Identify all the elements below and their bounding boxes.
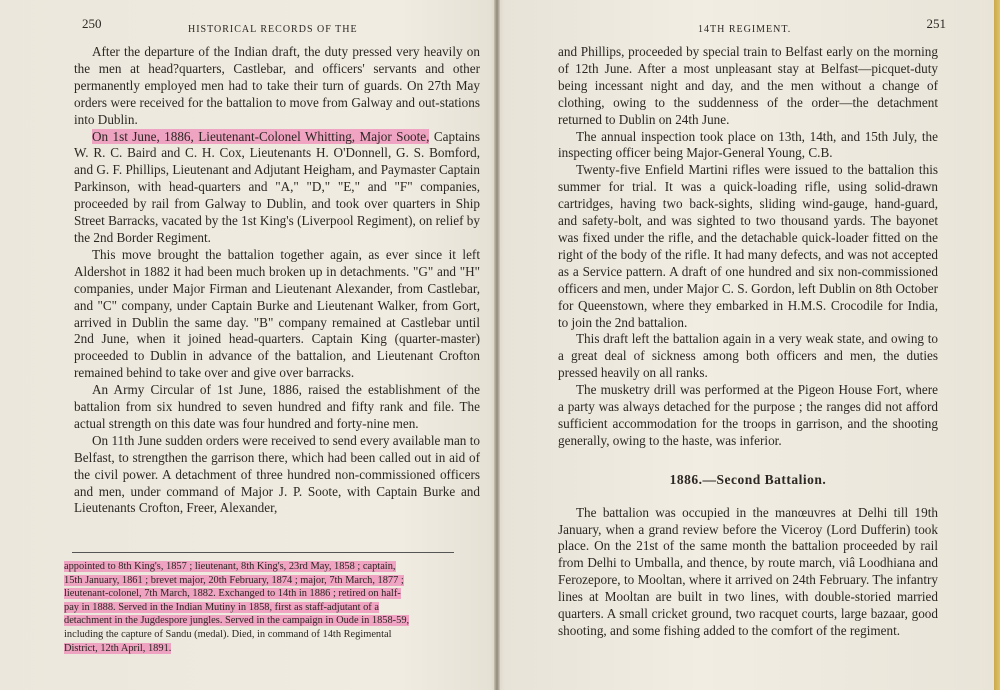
footnote [64,560,456,655]
right-page-header [558,16,946,36]
left-paragraph-2 [74,129,480,247]
footnote-line: including the capture of Sandu (medal). Died, in command of 14th Regimental [64,628,392,640]
left-page [60,0,481,690]
left-paragraph-4: An Army Circular of 1st June, 1886, raised the establishment of the battalion from six hundred to seven hundred and fifty rank and file. The actual strength on this date was four hundred and forty-nine men. [74,382,480,431]
right-page-body [558,44,938,640]
page-edge [994,0,1000,690]
right-paragraph-1: and Phillips, proceeded by special train to Belfast early on the morning of 12th June. After a most unpleasant stay at Belfast—picquet-duty being incessant night and day, and the men without a change of clothing, owing to the suddenness of the order—the detachment returned to Dublin on 24th June. [558,44,938,127]
right-paragraph-5: The musketry drill was performed at the Pigeon House Fort, where a party was always detached for the purpose ; the ranges did not afford sufficient accommodation for the troops in garrison, and the shooting generally, owing to the haste, was inferior. [558,382,938,448]
footnote-line: District, 12th April, 1891. [64,642,172,654]
highlighted-phrase: On 1st June, 1886, Lieutenant-Colonel Whitting, Major Soote, [92,128,430,144]
left-paragraph-1: After the departure of the Indian draft, the duty pressed very heavily on the men at head?quarters, Castlebar, and officers' servants and other permanently employed men had to take their turn of guards. On 27th May orders were received for the battalion to move from Galway and out-stations into Dublin. [74,44,480,127]
left-paragraph-3: This move brought the battalion together again, as ever since it left Aldershot in 1882 it had been much broken up in detachments. "G" and "H" companies, under Major Firman and Lieutenant Alexander, from Castlebar, and "C" company, under Captain Burke and Lieutenant Walker, from Gort, arrived in Dublin the same day. "B" company remained at Castlebar until 2nd June, when it joined head-quarters. Captain King (quarter-master) proceeded to Dublin in advance of the battalion, and Lieutenant Crofton remained behind to take over and give over barracks. [74,246,480,381]
left-page-header [60,16,460,36]
right-running-head: 14TH REGIMENT. [698,24,792,35]
left-page-body [74,44,480,517]
left-running-head: HISTORICAL RECORDS OF THE [188,24,358,35]
right-page [558,0,946,690]
book-gutter [494,0,500,690]
footnote-line: appointed to 8th King's, 1857 ; lieutenant, 8th King's, 23rd May, 1858 ; captain, [64,561,396,572]
footnote-line: detachment in the Jugdespore jungles. Served in the campaign in Oude in 1858-59, [64,615,410,627]
right-paragraph-2: The annual inspection took place on 13th, 14th, and 15th July, the inspecting officer being Major-General Young, C.B. [558,128,938,161]
right-paragraph-3: Twenty-five Enfield Martini rifles were issued to the battalion this summer for trial. It was a quick-loading rifle, using solid-drawn cartridges, having two back-sights, sliding wind-gauge, hand-guard, and safety-bolt, and was sighted to two thousand yards. The bayonet was fixed under the rifle, and the detachable quick-loader fitted on the right of the body of the rifle. It had many defects, and was not accepted as a Service pattern. A draft of one hundred and six non-commissioned officers and men, under Major C. S. Gordon, left Dublin on 8th October for Queenstown, where they embarked in H.M.S. Crocodile for India, to join the 2nd battalion. [558,162,938,330]
footnote-rule [72,552,454,553]
left-paragraph-2-rest: Captains W. R. C. Baird and C. H. Cox, Lieutenants H. O'Donnell, G. S. Bomford, and G. F. Phillips, Lieutenant and Adjutant Heigham, and Paymaster Captain Parkinson, with head-quarters and "A," "D," "E," and "F" companies, proceeded by rail from Galway to Dublin, and took over quarters in Ship Street Barracks, vacated by the 1st King's (Liverpool Regiment), on relief by the 2nd Border Regiment. [74,128,481,245]
right-paragraph-6: The battalion was occupied in the manœuvres at Delhi till 19th January, when a grand review before the Viceroy (Lord Dufferin) took place. On the 21st of the same month the battalion proceeded by rail from Delhi to Umballa, and thence, by route march, viâ Loodhiana and Ferozepore, to Mooltan, where it arrived on 24th February. The infantry lines at Mooltan are built in two lines, with double-storied married quarters. A small cricket ground, two racquet courts, large bazaar, good shooting, and some fishing added to the comfort of the regiment. [558,504,938,638]
footnote-line: lieutenant-colonel, 7th March, 1882. Exchanged to 14th in 1886 ; retired on half- [64,588,401,600]
left-paragraph-5: On 11th June sudden orders were received to send every available man to Belfast, to strengthen the garrison there, which had been called out in aid of the civil power. A detachment of three hundred non-commissioned officers and men, under command of Major J. P. Soote, with Captain Burke and Lieutenants Crofton, Freer, Alexander, [74,432,480,516]
footnote-line: pay in 1888. Served in the Indian Mutiny in 1858, first as staff-adjutant of a [64,601,379,613]
footnote-line: 15th January, 1861 ; brevet major, 20th February, 1874 ; major, 7th March, 1877 ; [64,574,404,586]
left-page-number: 250 [82,16,102,31]
right-paragraph-4: This draft left the battalion again in a very weak state, and owing to a great deal of sickness among both officers and men, the duties pressed heavily on all ranks. [558,331,938,381]
section-title: 1886.—Second Battalion. [669,471,827,487]
right-page-number: 251 [926,16,946,31]
